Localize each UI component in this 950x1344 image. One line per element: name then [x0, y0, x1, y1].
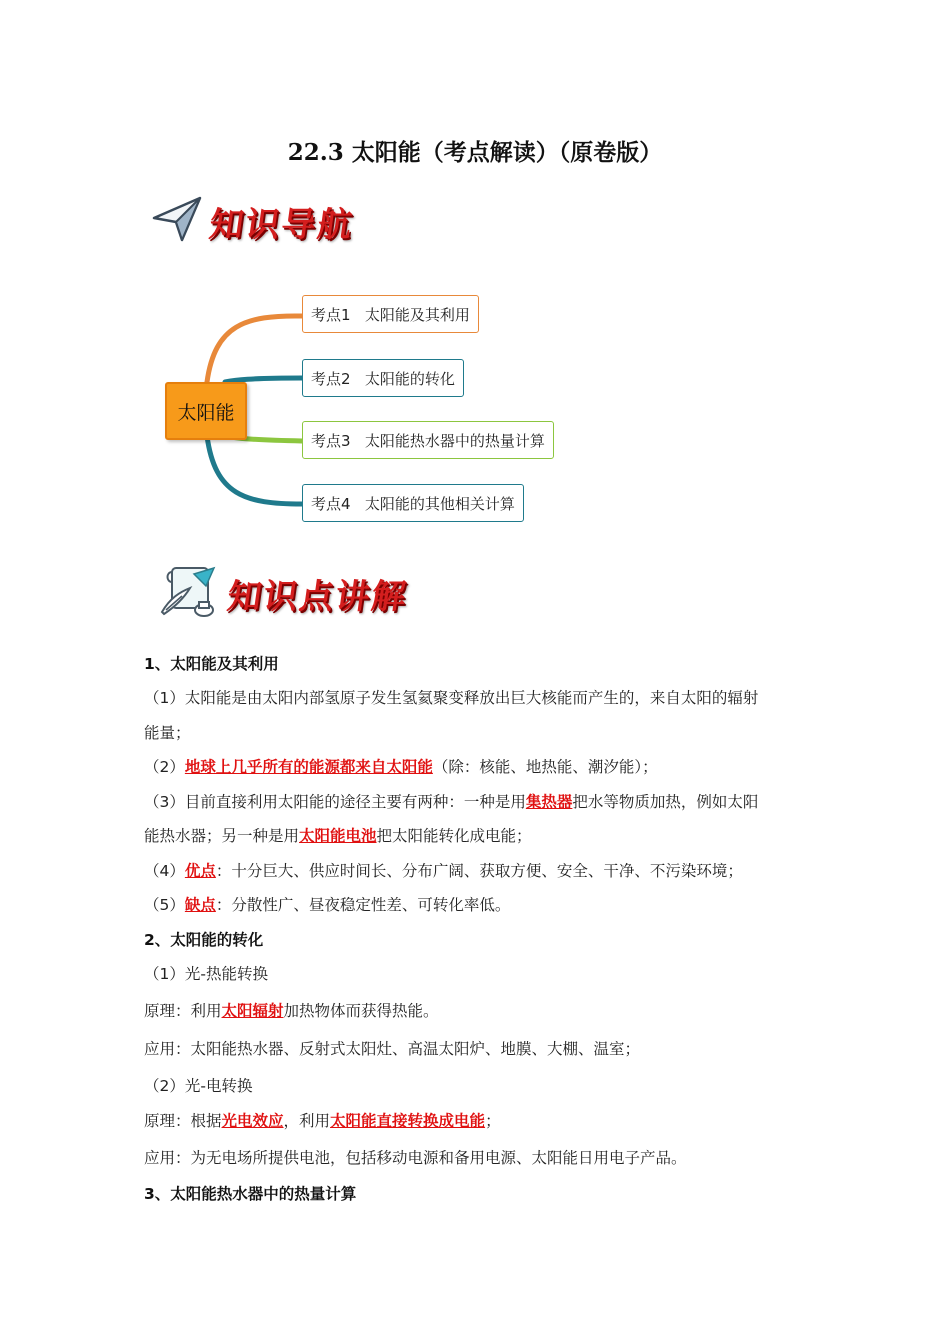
s1-paragraph-5	[144, 893, 510, 915]
s1-p3-c: 能热水器；另一种是用	[144, 827, 300, 845]
s1-p2-suffix: （除：核能、地热能、潮汐能）；	[432, 758, 658, 776]
paper-plane-icon	[152, 196, 202, 246]
s1-paragraph-4	[144, 859, 743, 881]
section-1-heading: 1、太阳能及其利用	[144, 655, 279, 673]
s1-p3-d: 把太阳能转化成电能；	[376, 827, 532, 845]
s2-p3-b: ，利用	[283, 1112, 331, 1130]
s2-p1-b: 加热物体而获得热能。	[283, 1002, 439, 1020]
mindmap-item-2: 考点2 太阳能的转化	[302, 359, 464, 397]
s1-paragraph-1b: 能量；	[144, 724, 191, 742]
s2-subheading-2: （2）光-电转换	[144, 1077, 253, 1095]
s1-p3-highlight-1: 集热器	[525, 793, 573, 811]
s1-p3-a: （3）目前直接利用太阳能的途径主要有两种：一种是用	[144, 793, 526, 811]
s2-p3-c: ；	[485, 1112, 501, 1130]
s1-paragraph-3a	[144, 790, 758, 812]
section-3-heading: 3、太阳能热水器中的热量计算	[144, 1185, 357, 1203]
scroll-quill-icon	[156, 562, 218, 624]
s1-p3-b: 把水等物质加热，例如太阳	[572, 793, 759, 811]
s1-p4-highlight: 优点	[184, 862, 216, 880]
s2-paragraph-1	[144, 999, 439, 1021]
s1-p3-highlight-2: 太阳能电池	[299, 827, 377, 845]
s1-paragraph-1a: （1）太阳能是由太阳内部氢原子发生氢氦聚变释放出巨大核能而产生的，来自太阳的辐射	[144, 689, 759, 707]
s1-p2-prefix: （2）	[144, 758, 185, 776]
s1-p2-highlight: 地球上几乎所有的能源都来自太阳能	[184, 758, 433, 776]
s2-p1-highlight: 太阳辐射	[221, 1002, 284, 1020]
page-title: 22.3 太阳能（考点解读）（原卷版）	[287, 139, 663, 166]
s1-p4-suffix: ：十分巨大、供应时间长、分布广阔、获取方便、安全、干净、不污染环境；	[215, 862, 743, 880]
mindmap-item-4: 考点4 太阳能的其他相关计算	[302, 484, 524, 522]
connector-1	[207, 316, 302, 382]
s1-paragraph-3b	[144, 824, 532, 846]
s2-paragraph-3	[144, 1109, 501, 1131]
connector-4	[207, 436, 302, 504]
mindmap	[155, 285, 575, 535]
s2-p3-highlight-1: 光电效应	[221, 1112, 284, 1130]
s2-p1-a: 原理：利用	[144, 1002, 222, 1020]
s2-p3-highlight-2: 太阳能直接转换成电能	[330, 1112, 486, 1130]
s1-p5-highlight: 缺点	[184, 896, 216, 914]
knowledge-points-title: 知识点讲解	[224, 576, 411, 617]
s1-p5-suffix: ：分散性广、昼夜稳定性差、可转化率低。	[215, 896, 511, 914]
knowledge-points-banner	[156, 562, 411, 624]
mindmap-center-node: 太阳能	[165, 382, 247, 440]
s2-p3-a: 原理：根据	[144, 1112, 222, 1130]
mindmap-item-1: 考点1 太阳能及其利用	[302, 295, 479, 333]
s2-paragraph-4: 应用：为无电场所提供电池，包括移动电源和备用电源、太阳能日用电子产品。	[144, 1149, 687, 1167]
s1-paragraph-2	[144, 755, 658, 777]
knowledge-nav-title: 知识导航	[206, 204, 357, 245]
s2-subheading-1: （1）光-热能转换	[144, 965, 268, 983]
s2-paragraph-2: 应用：太阳能热水器、反射式太阳灶、高温太阳炉、地膜、大棚、温室；	[144, 1040, 641, 1058]
mindmap-item-3: 考点3 太阳能热水器中的热量计算	[302, 421, 554, 459]
section-2-heading: 2、太阳能的转化	[144, 931, 264, 949]
s1-p4-prefix: （4）	[144, 862, 185, 880]
s1-p5-prefix: （5）	[144, 896, 185, 914]
knowledge-nav-banner	[152, 196, 357, 246]
